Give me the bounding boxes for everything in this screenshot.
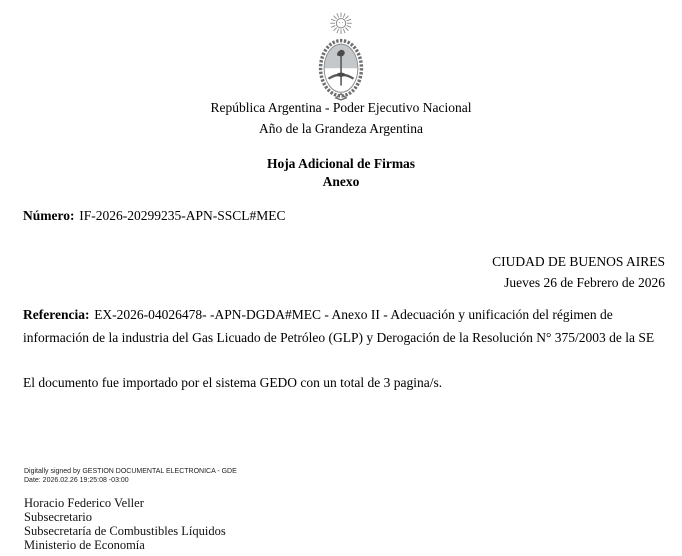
- document-title: Hoja Adicional de Firmas: [266, 156, 416, 171]
- number-label: Número:: [23, 208, 75, 223]
- signer-block: [24, 496, 226, 552]
- reference-paragraph: [23, 303, 662, 349]
- header-republic-line: República Argentina - Poder Ejecutivo Nacional: [210, 100, 472, 115]
- number-value: IF-2026-20299235-APN-SSCL#MEC: [79, 208, 286, 223]
- city-line: CIUDAD DE BUENOS AIRES: [492, 254, 665, 269]
- signer-name: Horacio Federico Veller: [24, 496, 144, 510]
- reference-text: EX-2026-04026478- -APN-DGDA#MEC - Anexo II - Adecuación y unificación del régimen de información de la industria del Gas Licuado de Petróleo (GLP) y Derogación de la Resolución N° 375/2003 de la SE: [23, 307, 655, 345]
- signer-title: Subsecretario: [24, 510, 93, 524]
- gedo-import-note: El documento fue importado por el sistema GEDO con un total de 3 pagina/s.: [23, 375, 443, 390]
- digital-signature-line1: Digitally signed by GESTION DOCUMENTAL ELECTRONICA - GDE: [24, 468, 237, 475]
- argentina-coat-of-arms-icon: [310, 12, 372, 104]
- date-line: Jueves 26 de Febrero de 2026: [504, 275, 665, 290]
- place-date-block: [492, 251, 665, 293]
- digital-signature-stamp: [24, 467, 237, 485]
- document-subtitle: Anexo: [322, 174, 360, 189]
- header-year-line: Año de la Grandeza Argentina: [259, 121, 423, 136]
- signer-ministry: Ministerio de Economía: [24, 538, 145, 552]
- document-number-row: [23, 208, 285, 224]
- reference-label: Referencia:: [23, 307, 90, 322]
- signer-unit: Subsecretaría de Combustibles Líquidos: [24, 524, 226, 538]
- argentina-coat-of-arms: [0, 12, 682, 109]
- digital-signature-line2: Date: 2026.02.26 19:25:08 -03:00: [24, 477, 129, 484]
